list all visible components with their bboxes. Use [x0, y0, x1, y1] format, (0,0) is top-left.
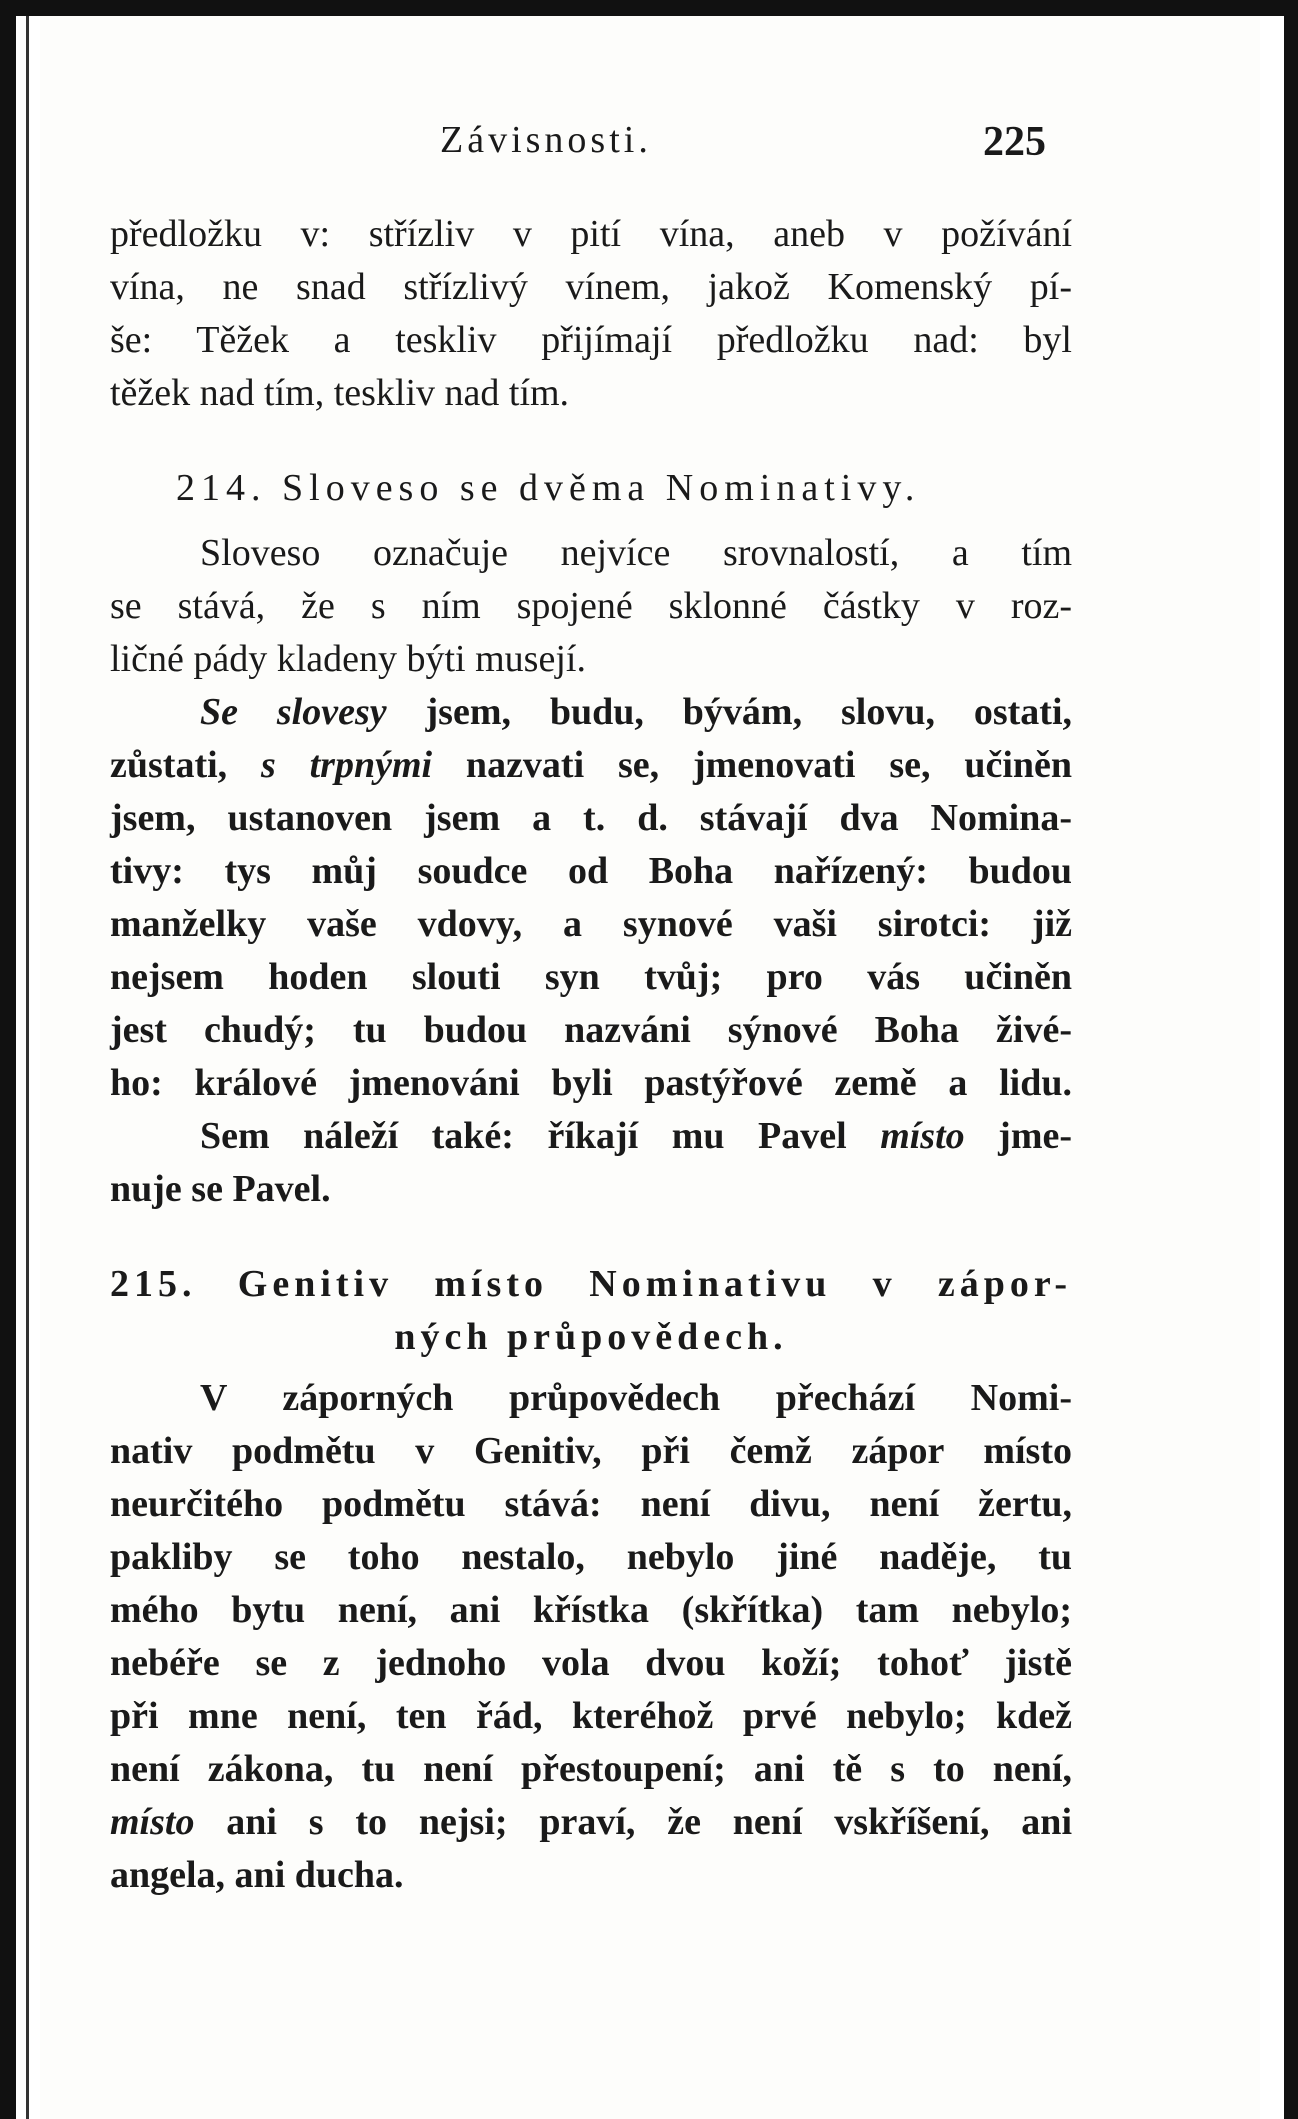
text-span: Sem náleží také: říkají mu Pavel — [200, 1115, 881, 1157]
text-line: těžek nad tím, teskliv nad tím. — [110, 372, 570, 414]
scan-border-top — [0, 0, 1298, 16]
text-line: jest chudý; tu budou nazváni sýnové Boha živé- — [110, 1009, 1072, 1051]
section-heading-215 — [110, 1258, 1072, 1310]
text-line: nebéře se z jednoho vola dvou koží; tohoť jistě — [110, 1642, 1072, 1684]
text-line: angela, ani ducha. — [110, 1854, 404, 1896]
text-span: ani s to nejsi; praví, že není vskříšení, ani — [194, 1801, 1072, 1843]
text-line: ličné pády kladeny býti musejí. — [110, 638, 586, 680]
text-line — [110, 1796, 1072, 1848]
section-number: 215. — [110, 1263, 197, 1305]
italic-term: Se slovesy — [200, 691, 387, 733]
running-header: Závisnosti. — [440, 119, 652, 161]
text-line: še: Těžek a teskliv přijímají předložku nad: byl — [110, 319, 1072, 361]
text-line: není zákona, tu není přestoupení; ani tě s to není, — [110, 1748, 1072, 1790]
text-span: jme- — [964, 1115, 1072, 1157]
italic-term: místo — [110, 1801, 195, 1843]
text-line: se stává, že s ním spojené sklonné částky v roz- — [110, 585, 1072, 627]
text-line: V záporných průpovědech přechází Nomi- — [200, 1377, 1072, 1419]
scan-border-right — [1284, 0, 1298, 2119]
text-line: neurčitého podmětu stává: není divu, není žertu, — [110, 1483, 1072, 1525]
text-line: jsem, ustanoven jsem a t. d. stávají dva Nomina- — [110, 797, 1072, 839]
text-span: nazvati se, jmenovati se, učiněn — [432, 744, 1073, 786]
scan-border-left — [0, 0, 16, 2119]
text-line: mého bytu není, ani křístka (skřítka) tam nebylo; — [110, 1589, 1072, 1631]
text-line: nejsem hoden slouti syn tvůj; pro vás učiněn — [110, 956, 1072, 998]
section-title-cont: ných průpovědech. — [394, 1316, 788, 1358]
text-span: jsem, budu, bývám, slovu, ostati, — [386, 691, 1072, 733]
text-line: manželky vaše vdovy, a synové vaši sirotci: již — [110, 903, 1072, 945]
section-number: 214. — [176, 467, 267, 509]
text-line: vína, ne snad střízlivý vínem, jakož Komenský pí- — [110, 266, 1072, 308]
text-line: nativ podmětu v Genitiv, při čemž zápor místo — [110, 1430, 1072, 1472]
section-title: Sloveso se dvěma Nominativy. — [282, 467, 921, 509]
italic-term: s trpnými — [261, 744, 433, 786]
page-edge — [26, 16, 29, 2119]
text-line: pakliby se toho nestalo, nebylo jiné naděje, tu — [110, 1536, 1072, 1578]
text-line — [200, 686, 1072, 738]
text-span: zůstati, — [110, 744, 261, 786]
text-line: tivy: tys můj soudce od Boha nařízený: budou — [110, 850, 1072, 892]
text-line — [110, 739, 1072, 791]
text-line: ho: králové jmenováni byli pastýřové země a lidu. — [110, 1062, 1072, 1104]
text-line: Sloveso označuje nejvíce srovnalostí, a tím — [200, 532, 1072, 574]
italic-term: místo — [880, 1115, 965, 1157]
page-number: 225 — [983, 119, 1046, 165]
text-line — [200, 1110, 1072, 1162]
section-title: Genitiv místo Nominativu v zápor- — [237, 1263, 1073, 1305]
text-line: při mne není, ten řád, kteréhož prvé nebylo; kdež — [110, 1695, 1072, 1737]
section-heading-214 — [176, 462, 1076, 514]
text-line: nuje se Pavel. — [110, 1168, 331, 1210]
text-line: předložku v: střízliv v pití vína, aneb v požívání — [110, 213, 1072, 255]
